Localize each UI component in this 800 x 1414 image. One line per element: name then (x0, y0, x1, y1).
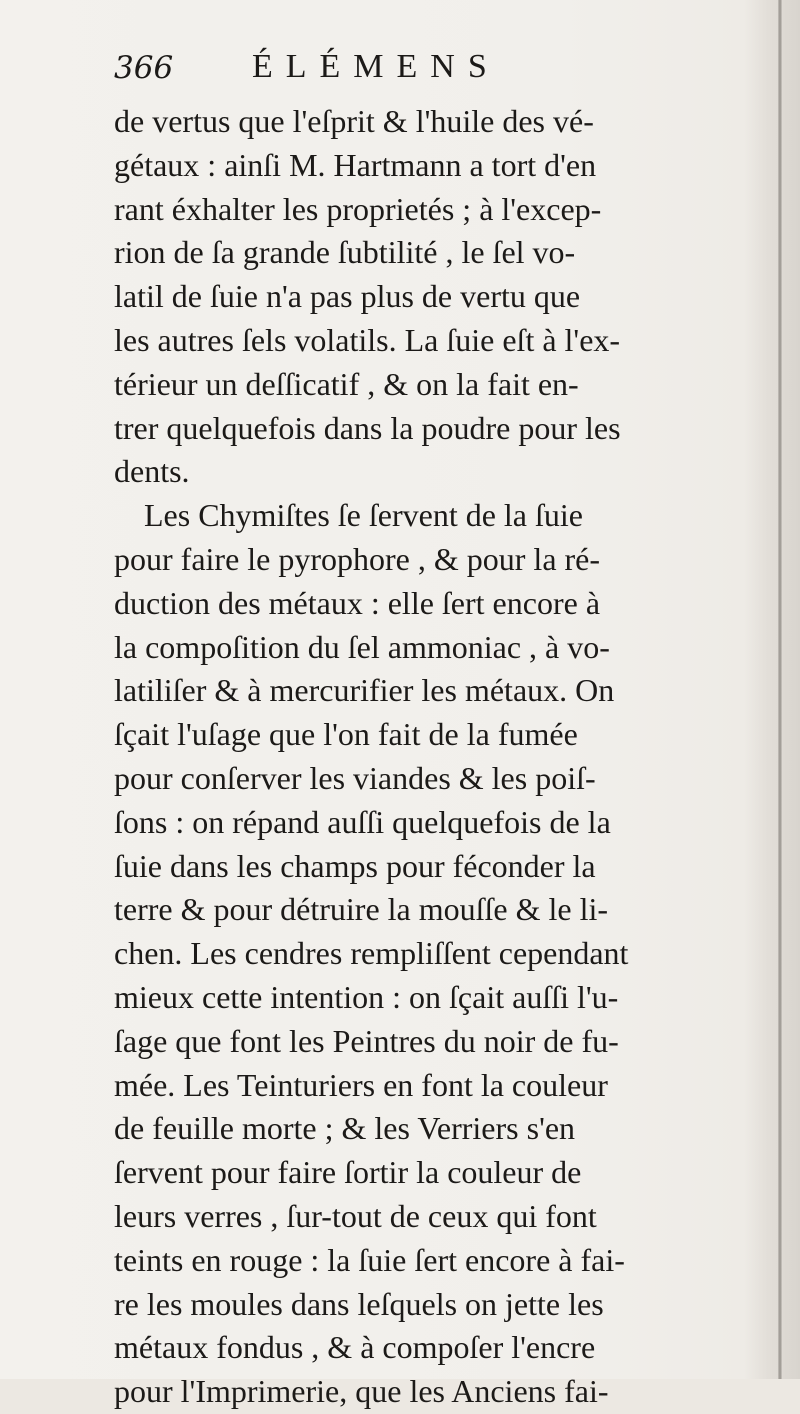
text-line: latil de ſuie n'a pas plus de vertu que (114, 278, 581, 315)
text-line: leurs verres , ſur-tout de ceux qui font (114, 1197, 597, 1234)
text-line: mieux cette intention : on ſçait auſſi l'u- (114, 978, 619, 1015)
text-line: ſçait l'uſage que l'on fait de la fumée (114, 716, 578, 753)
text-line: ſuie dans les champs pour féconder la (114, 847, 596, 884)
text-line: ſage que font les Peintres du noir de fu- (114, 1022, 619, 1059)
text-line: pour conſerver les viandes & les poiſ- (114, 759, 596, 796)
page-edge-shadow (778, 0, 782, 1379)
paragraph-first-line: Les Chymiſtes ſe ſervent de la ſuie (144, 497, 583, 534)
text-line: latiliſer & à mercurifier les métaux. On (114, 672, 615, 709)
text-line: trer quelquefois dans la poudre pour les (114, 409, 621, 446)
text-line: ſervent pour faire ſortir la couleur de (114, 1154, 582, 1191)
text-line: pour l'Imprimerie, que les Anciens fai- (114, 1373, 609, 1410)
text-line: dents. (114, 453, 190, 490)
text-line: re les moules dans leſquels on jette les (114, 1285, 604, 1322)
text-line: gétaux : ainſi M. Hartmann a tort d'en (114, 146, 597, 183)
text-line: terre & pour détruire la mouſſe & le li- (114, 891, 609, 928)
text-line: teints en rouge : la ſuie ſert encore à fai- (114, 1241, 625, 1278)
text-line: rant éxhalter les proprietés ; à l'excep- (114, 190, 602, 227)
text-line: chen. Les cendres rempliſſent cependant (114, 935, 629, 972)
text-line: métaux fondus , & à compoſer l'encre (114, 1329, 596, 1366)
text-line: les autres ſels volatils. La ſuie eſt à l'ex- (114, 321, 621, 358)
page-header (114, 44, 714, 90)
text-line: rion de ſa grande ſubtilité , le ſel vo- (114, 234, 576, 271)
text-line: térieur un deſſicatif , & on la fait en- (114, 365, 579, 402)
text-line: la compoſition du ſel ammoniac , à vo- (114, 628, 610, 665)
text-line: duction des métaux : elle ſert encore à (114, 584, 601, 621)
running-head: ÉLÉMENS (252, 48, 500, 85)
text-line: pour faire le pyrophore , & pour la ré- (114, 540, 601, 577)
text-line: mée. Les Teinturiers en font la couleur (114, 1066, 608, 1103)
page-number: 366 (114, 50, 174, 86)
text-line: de feuille morte ; & les Verriers s'en (114, 1110, 576, 1147)
text-line: ſons : on répand auſſi quelquefois de la (114, 803, 611, 840)
body-text (114, 100, 724, 1414)
text-line: de vertus que l'eſprit & l'huile des vé- (114, 103, 594, 139)
